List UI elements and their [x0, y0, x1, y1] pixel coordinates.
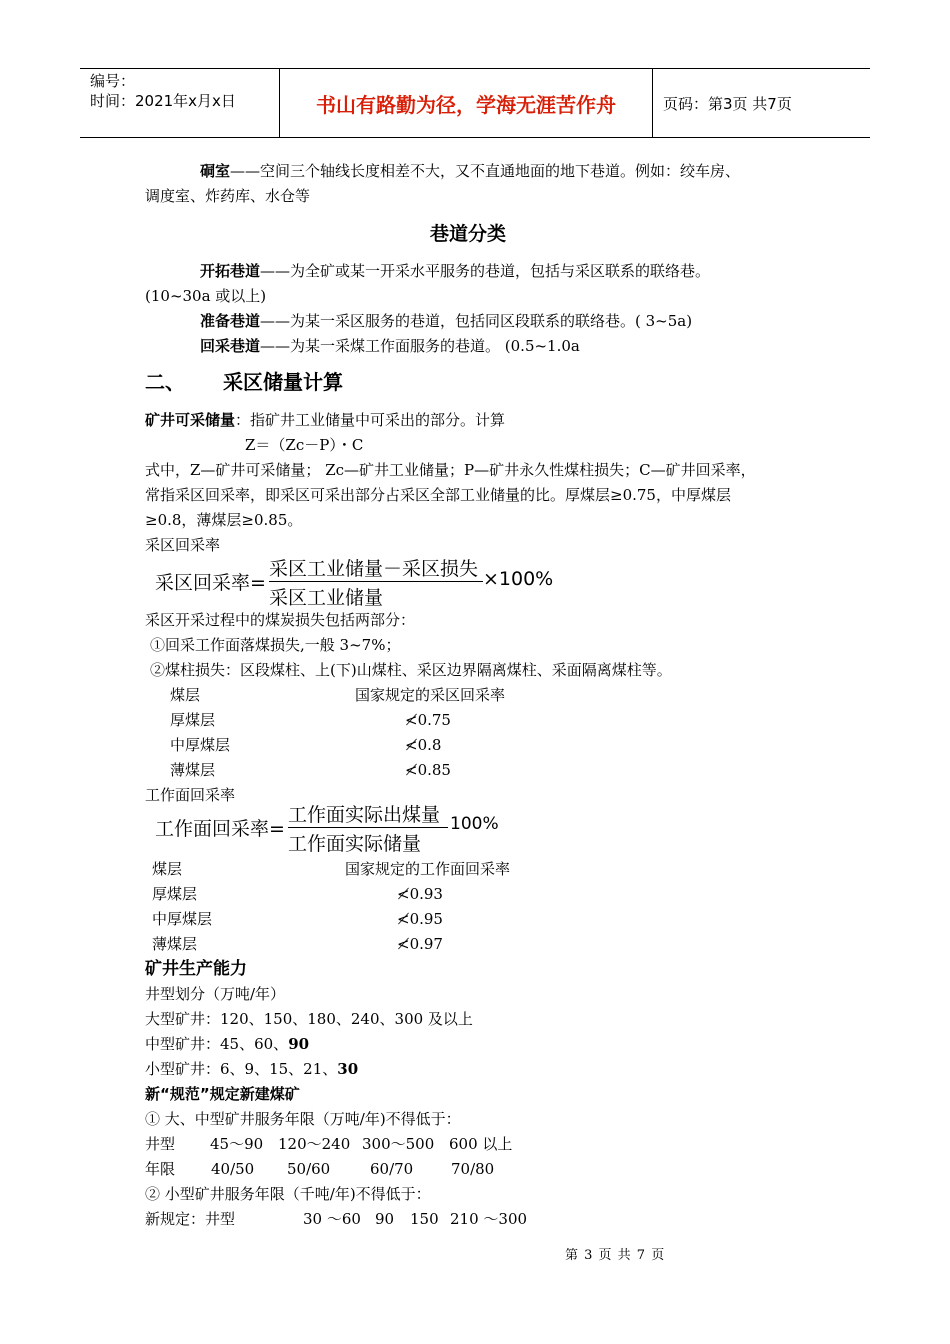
table-cell-rate: ≮0.8 [405, 736, 442, 754]
table-cell: 300～500 [362, 1135, 435, 1153]
table-cell-rate: ≮0.93 [397, 885, 443, 903]
table-header-rate: 国家规定的采区回采率 [355, 686, 506, 704]
table-cell: 60/70 [370, 1160, 414, 1178]
equation-numerator: 工作面实际出煤量 [288, 804, 441, 826]
table-cell-rate: ≮0.97 [397, 935, 443, 953]
table-cell: 30 ～60 [303, 1210, 361, 1228]
header-motto: 书山有路勤为径，学海无涯苦作舟 [280, 69, 653, 137]
table-cell-seam: 中厚煤层 [170, 736, 231, 754]
page-header [80, 68, 870, 138]
table-header-seam: 煤层 [170, 686, 201, 704]
list-item-pillar-loss: ②煤柱损失：区段煤柱、上(下)山煤柱、采区边界隔离煤柱、采面隔离煤柱等。 [150, 661, 672, 679]
header-meta [80, 69, 280, 137]
text-spec-large-medium: ① 大、中型矿井服务年限（万吨/年)不得低于： [145, 1110, 461, 1128]
equation-denominator: 工作面实际储量 [288, 833, 422, 855]
table-cell: 210 ～300 [450, 1210, 528, 1228]
equation-numerator: 采区工业储量－采区损失 [269, 558, 479, 580]
table-cell: 45～90 [210, 1135, 264, 1153]
table-cell: 150 [410, 1210, 439, 1228]
fraction-bar [269, 581, 483, 582]
table-header-rate: 国家规定的工作面回采率 [345, 860, 511, 878]
table-cell-seam: 薄煤层 [152, 935, 198, 953]
section-heading-reserve-calc: 二、 采区储量计算 [145, 370, 343, 394]
table-cell: 90 [375, 1210, 395, 1228]
table-cell: 600 以上 [449, 1135, 513, 1153]
paragraph-preparation-roadway: 准备巷道——为某一采区服务的巷道，包括同区段联系的联络巷。( 3~5a) [200, 312, 693, 330]
table-row-label: 新规定：井型 [145, 1210, 236, 1228]
equation-rhs: ×100% [483, 568, 554, 590]
paragraph-extraction-roadway: 回采巷道——为某一采煤工作面服务的巷道。 (0.5~1.0a [200, 337, 580, 355]
table-row-label: 井型 [145, 1135, 176, 1153]
table-cell-seam: 中厚煤层 [152, 910, 213, 928]
table-row-label: 年限 [145, 1160, 176, 1178]
list-item-face-loss: ①回采工作面落煤损失,一般 3~7%； [150, 636, 401, 654]
label-face-recovery-rate: 工作面回采率 [145, 786, 236, 804]
text-large-mine: 大型矿井：120、150、180、240、300 及以上 [145, 1010, 473, 1028]
table-cell-seam: 厚煤层 [152, 885, 198, 903]
equation-denominator: 采区工业储量 [269, 587, 384, 609]
paragraph-development-roadway-cont: (10~30a 或以上) [145, 287, 267, 305]
table-cell-seam: 厚煤层 [170, 711, 216, 729]
table-cell: 50/60 [287, 1160, 331, 1178]
page-footer: 第 3 页 共 7 页 [565, 1248, 666, 1263]
equation-area-recovery-rate [155, 556, 555, 608]
table-cell: 120～240 [278, 1135, 351, 1153]
paragraph-development-roadway: 开拓巷道——为全矿或某一开采水平服务的巷道，包括与采区联系的联络巷。 [200, 262, 711, 280]
term-chamber: 硐室 [200, 162, 231, 180]
formula-recoverable-reserve: Z＝（Zc－P）・C [245, 436, 364, 454]
equation-lhs: 采区回采率= [155, 572, 266, 594]
header-page: 页码：第3页 共7页 [663, 94, 792, 113]
paragraph-chamber-cont: 调度室、炸药库、水仓等 [145, 187, 311, 205]
text-spec-small: ② 小型矿井服务年限（千吨/年)不得低于： [145, 1185, 431, 1203]
text-medium-mine: 中型矿井：45、60、90 [145, 1035, 310, 1053]
table-cell-rate: ≮0.85 [405, 761, 451, 779]
header-number: 编号： [90, 72, 136, 90]
label-area-recovery-rate: 采区回采率 [145, 536, 221, 554]
paragraph-loss-intro: 采区开采过程中的煤炭损失包括两部分： [145, 611, 416, 629]
heading-new-spec: 新“规范”规定新建煤矿 [145, 1085, 300, 1103]
table-cell-rate: ≮0.75 [405, 711, 451, 729]
heading-production-capacity: 矿井生产能力 [145, 959, 247, 979]
paragraph-formula-explain-3: ≥0.8，薄煤层≥0.85。 [145, 511, 303, 529]
header-time: 时间：2021年x月x日 [90, 92, 236, 110]
paragraph-formula-explain-2: 常指采区回采率，即采区可采出部分占采区全部工业储量的比。厚煤层≥0.75，中厚煤层 [145, 486, 731, 504]
equation-rhs: 100% [450, 814, 499, 834]
paragraph-chamber: 硐室——空间三个轴线长度相差不大，又不直通地面的地下巷道。例如：绞车房、 [200, 162, 741, 180]
equation-lhs: 工作面回采率= [155, 818, 285, 840]
heading-roadway-classification: 巷道分类 [430, 223, 507, 245]
table-cell: 40/50 [211, 1160, 255, 1178]
paragraph-recoverable-reserve: 矿井可采储量：指矿井工业储量中可采出的部分。计算 [145, 411, 506, 429]
text-mine-type-classification: 井型划分（万吨/年） [145, 985, 286, 1003]
table-cell-rate: ≮0.95 [397, 910, 443, 928]
equation-face-recovery-rate [155, 802, 515, 854]
text-small-mine: 小型矿井：6、9、15、21、30 [145, 1060, 359, 1078]
table-cell: 70/80 [451, 1160, 495, 1178]
paragraph-formula-explain-1: 式中，Z—矿井可采储量； Zc—矿井工业储量；P—矿井永久性煤柱损失；C—矿井回采率， [145, 461, 756, 479]
table-cell-seam: 薄煤层 [170, 761, 216, 779]
table-header-seam: 煤层 [152, 860, 183, 878]
fraction-bar [288, 827, 448, 828]
